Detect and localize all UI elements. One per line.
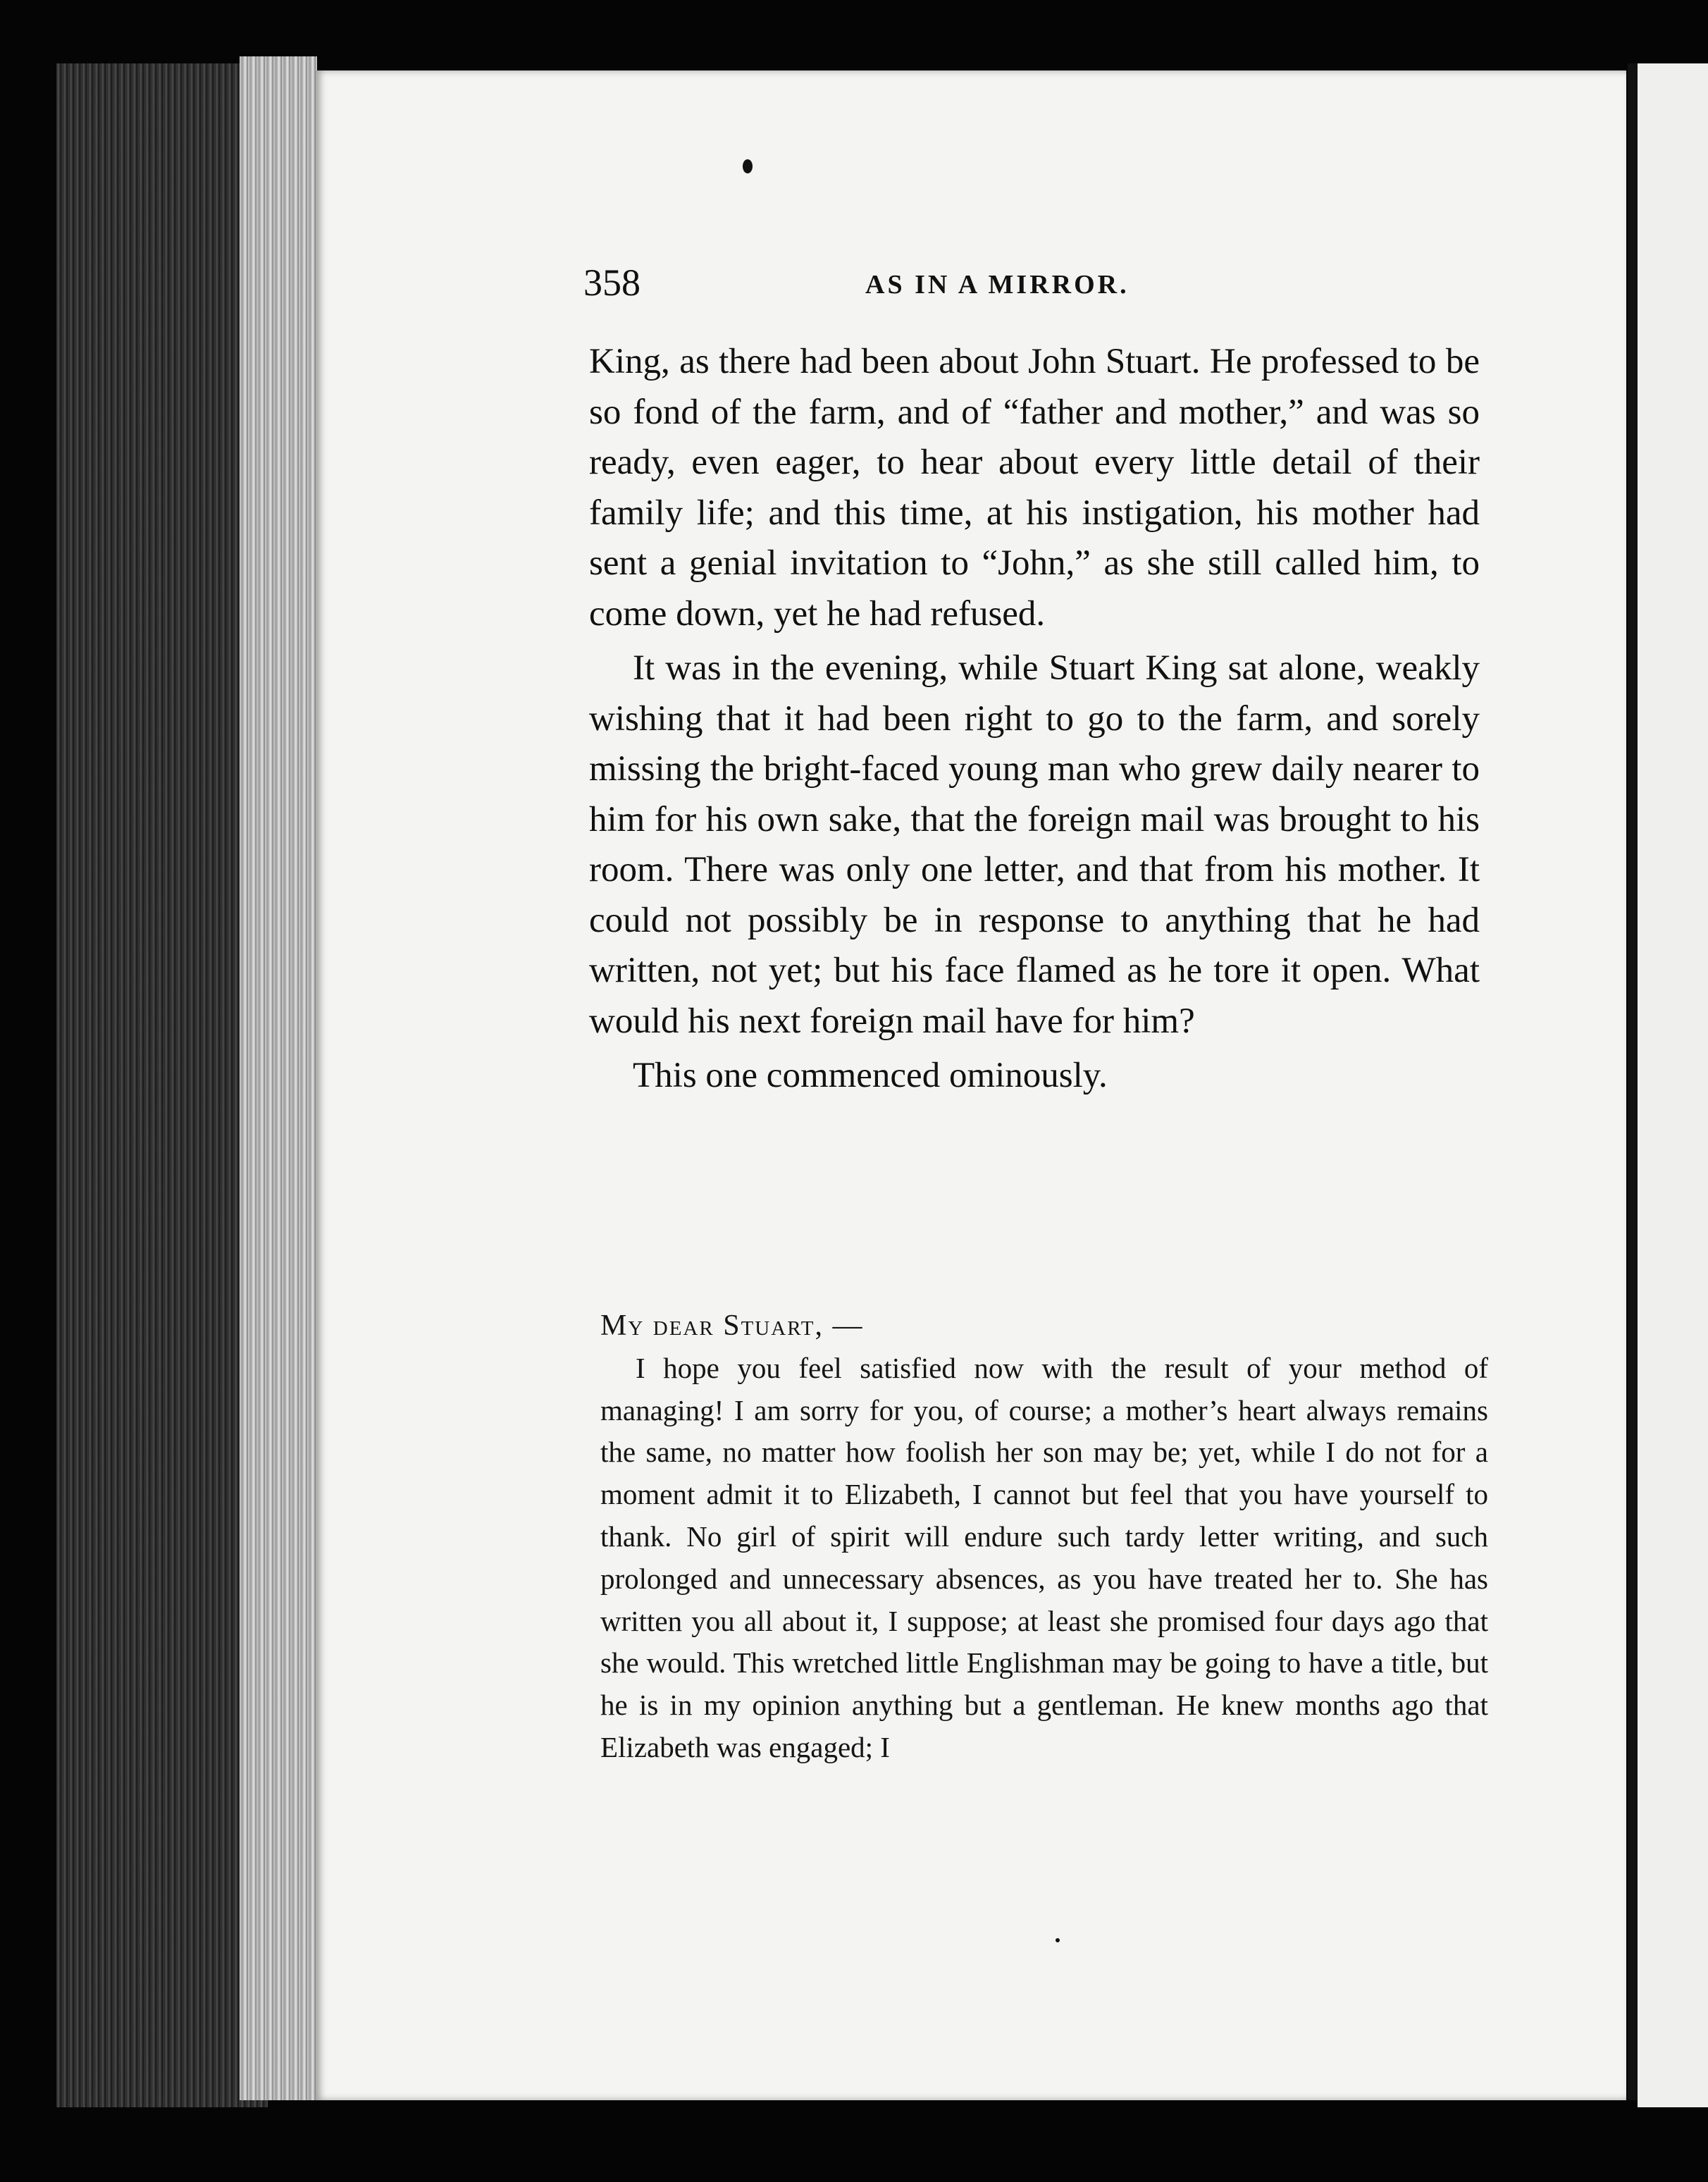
letter-salutation: My dear Stuart, — — [600, 1309, 864, 1342]
page-number: 358 — [583, 261, 640, 304]
paragraph: King, as there had been about John Stuart. He professed to be so fond of the farm, and of “father and mother,” and was so ready, even eager, to hear about every little detail of their family life; and this time, at his instigation, his mother had sent a genial invitation to “John,” as she still called him, to come down, yet he had refused. — [589, 342, 1480, 634]
book-page-edges-light — [240, 56, 317, 2100]
ink-speck — [743, 159, 753, 173]
paragraph: It was in the evening, while Stuart King sat alone, weakly wishing that it had been right to go to the farm, and sorely missing the bright-faced young man who grew daily nearer to him for his own sake, that the foreign mail was brought to his room. There was only one letter, and that from his mother. It could not possibly be in response to anything that he had written, not yet; but his face flamed as he tore it open. What would his next foreign mail have for him? — [589, 648, 1480, 1041]
body-text — [589, 337, 1480, 1102]
gutter-shadow — [1628, 63, 1638, 2100]
letter-excerpt — [600, 1305, 1488, 1769]
letter-body: I hope you feel satisfied now with the result of your method of managing! I am sorry for you, of course; a mother’s heart always remains the same, no matter how foolish her son may be; yet, while I do not for a moment admit it to Elizabeth, I cannot but feel that you have yourself to thank. No girl of spirit will endure such tardy letter writing, and such prolonged and unnecessary absences, as you have treated her to. She has written you all about it, I suppose; at least she promised four days ago that she would. This wretched little Englishman may be going to have a title, but he is in my opinion anything but a gentleman. He knew months ago that Elizabeth was engaged; I — [600, 1351, 1488, 1763]
ink-speck — [1056, 1938, 1060, 1942]
page-header — [583, 261, 1485, 310]
paragraph: This one commenced ominously. — [633, 1056, 1108, 1095]
running-title: AS IN A MIRROR. — [865, 270, 1130, 300]
book-page-edges — [56, 63, 268, 2107]
facing-page-edge — [1638, 63, 1708, 2107]
